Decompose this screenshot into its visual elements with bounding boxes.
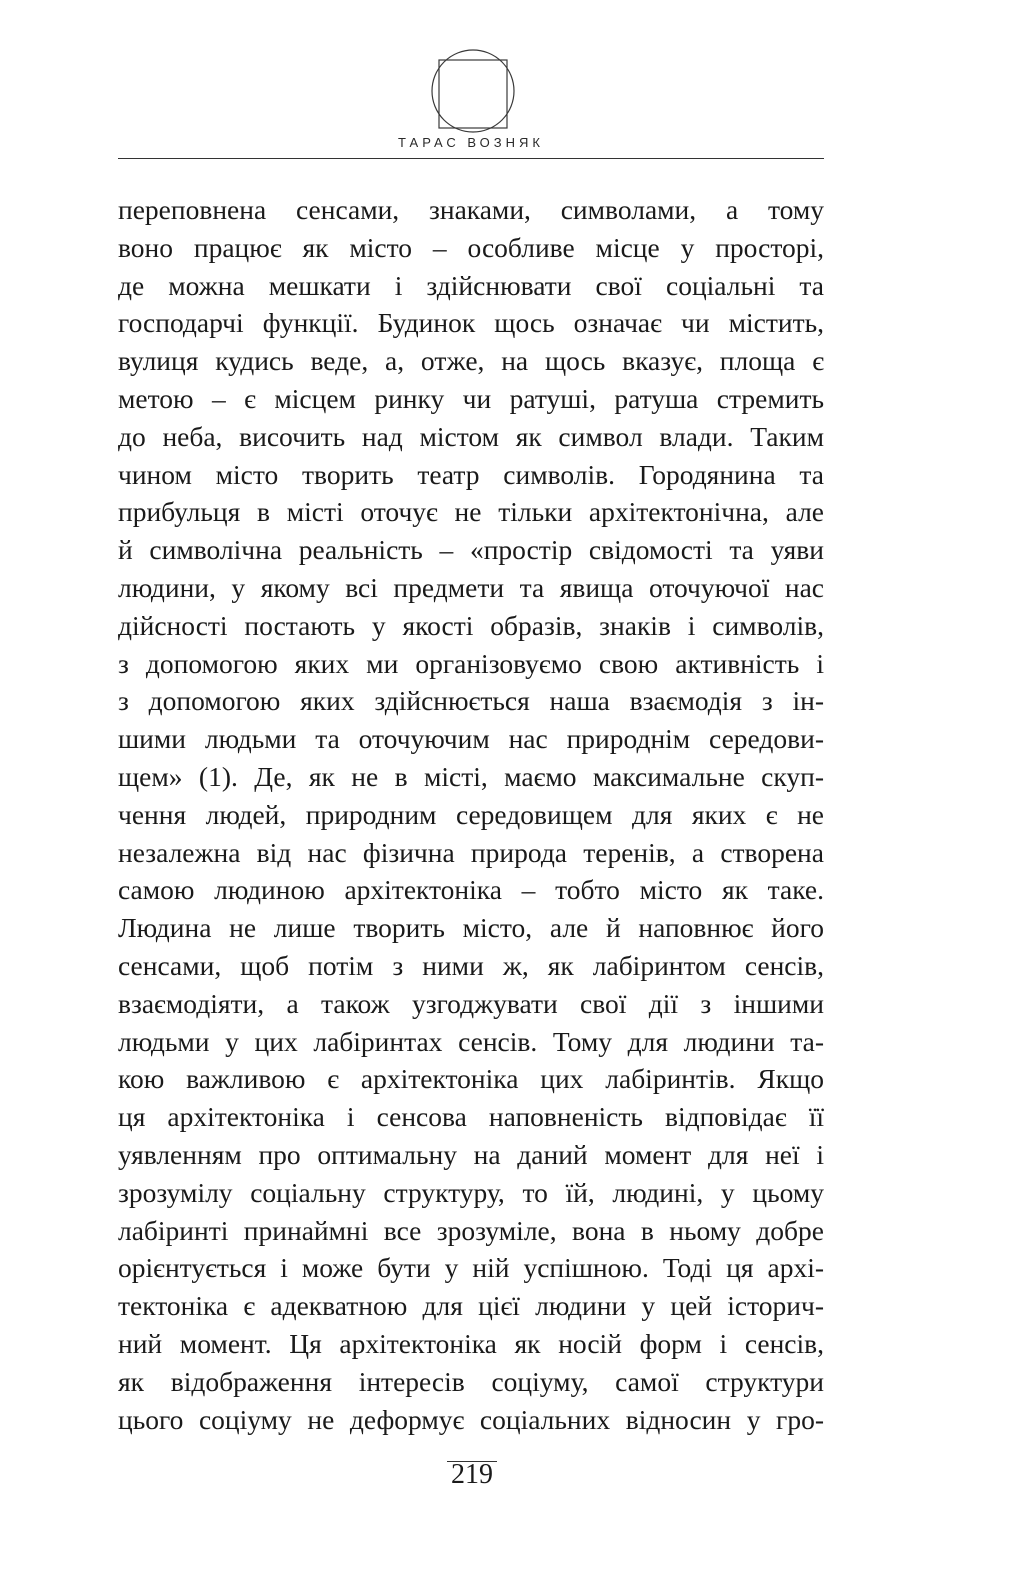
text-line: метою – є місцем ринку чи ратуші, ратуша стремить	[118, 382, 824, 414]
text-line: прибульця в місті оточує не тільки архітектонічна, але	[118, 496, 824, 528]
text-line: до неба, височить над містом як символ влади. Таким	[118, 420, 824, 452]
text-line: взаємодіяти, а також узгоджувати свої дії з іншими	[118, 987, 824, 1019]
text-line: тектоніка є адекватною для цієї людини у цей історич-	[118, 1290, 824, 1322]
text-line: ця архітектоніка і сенсова наповненість відповідає її	[118, 1101, 824, 1133]
running-title: ТАРАС ВОЗНЯК	[398, 135, 544, 150]
body-text	[118, 191, 824, 1438]
text-line: дійсності постають у якості образів, знаків і символів,	[118, 609, 824, 641]
text-line: й символічна реальність – «простір свідомості та уяви	[118, 534, 824, 566]
text-line: як відображення інтересів соціуму, самої структури	[118, 1365, 824, 1397]
text-line: з допомогою яких здійснюється наша взаємодія з ін-	[118, 685, 824, 717]
text-line: господарчі функції. Будинок щось означає чи містить,	[118, 307, 824, 339]
text-line: щем» (1). Де, як не в місті, маємо максимальне скуп-	[118, 760, 824, 792]
text-line: кою важливою є архітектоніка цих лабіринтів. Якщо	[118, 1063, 824, 1095]
text-line: людини, у якому всі предмети та явища оточуючої нас	[118, 571, 824, 603]
text-line: самою людиною архітектоніка – тобто місто як таке.	[118, 874, 824, 906]
header-rule	[118, 158, 824, 159]
text-line: переповнена сенсами, знаками, символами, а тому	[118, 194, 824, 225]
circle-square-emblem-icon	[430, 48, 516, 134]
text-line: уявленням про оптимальну на даний момент для неї і	[118, 1138, 824, 1170]
text-line: орієнтується і може бути у ній успішною. Тоді ця архі-	[118, 1252, 824, 1284]
text-line: Людина не лише творить місто, але й наповнює його	[118, 912, 824, 944]
text-line: чення людей, природним середовищем для яких є не	[118, 798, 824, 830]
text-line: шими людьми та оточуючим нас природнім середови-	[118, 723, 824, 755]
text-line: цього соціуму не деформує соціальних відносин у гро-	[118, 1403, 824, 1435]
text-line: де можна мешкати і здійснювати свої соціальні та	[118, 269, 824, 301]
page-number: 219	[451, 1459, 493, 1490]
text-line: вулиця кудись веде, а, отже, на щось вказує, площа є	[118, 345, 824, 377]
text-line: сенсами, щоб потім з ними ж, як лабіринтом сенсів,	[118, 949, 824, 981]
text-line: зрозумілу соціальну структуру, то їй, людині, у цьому	[118, 1176, 824, 1208]
text-line: ний момент. Ця архітектоніка як носій форм і сенсів,	[118, 1327, 824, 1359]
text-line: воно працює як місто – особливе місце у просторі,	[118, 231, 824, 263]
text-line: лабіринті принаймні все зрозуміле, вона в ньому добре	[118, 1214, 824, 1246]
text-line: чином місто творить театр символів. Городянина та	[118, 458, 824, 490]
text-line: людьми у цих лабіринтах сенсів. Тому для людини та-	[118, 1025, 824, 1057]
text-line: з допомогою яких ми організовуємо свою активність і	[118, 647, 824, 679]
text-line: незалежна від нас фізична природа теренів, а створена	[118, 836, 824, 868]
